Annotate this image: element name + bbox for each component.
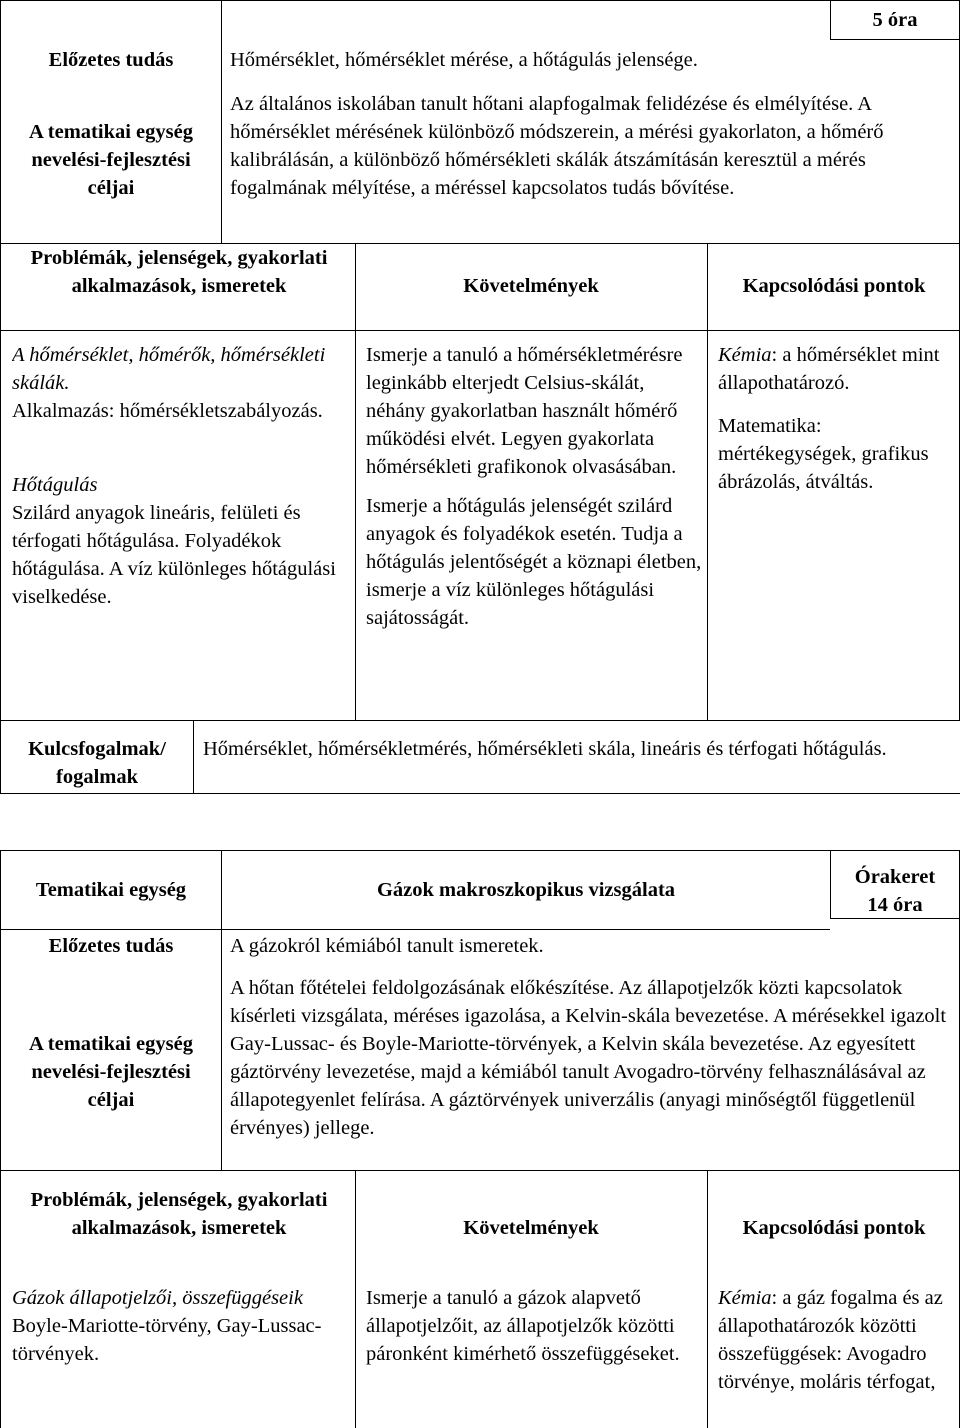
- problems-topic-gases: Gázok állapotjelzői, összefüggéseik: [12, 1287, 303, 1309]
- connections-cell: [718, 341, 954, 496]
- key-concepts-label: Kulcsfogalmak/ fogalmak: [28, 738, 166, 788]
- connections-cell: [718, 1284, 954, 1396]
- table-border: [0, 793, 960, 794]
- requirements-cell: [366, 1284, 702, 1368]
- goals-label: A tematikai egység nevelési-fejlesztési céljai: [29, 1033, 193, 1111]
- connection-text: : a gáz fogalma és az állapothatározók közötti összefüggések: Avogadro törvénye, moláris térfogat,: [718, 1287, 943, 1393]
- hours-value: 14 óra: [867, 894, 923, 916]
- key-concepts-text: Hőmérséklet, hőmérsékletmérés, hőmérsékleti skála, lineáris és térfogati hőtágulás.: [203, 738, 887, 760]
- problems-cell: [12, 341, 352, 611]
- table-border: [193, 720, 194, 794]
- requirement-1: Ismerje a tanuló a gázok alapvető állapotjelzőit, az állapotjelzők közötti páronként kimérhető összefüggéseket.: [366, 1287, 680, 1365]
- table-border: [221, 0, 222, 244]
- unit-title: Gázok makroszkopikus vizsgálata: [376, 879, 676, 901]
- table-border: [355, 243, 356, 721]
- table-border: [830, 850, 831, 919]
- table-border: [830, 0, 831, 40]
- hours-value: 5 óra: [872, 9, 918, 31]
- col-header-problems: Problémák, jelenségek, gyakorlati alkalmazások, ismeretek: [30, 1189, 328, 1239]
- table-border: [0, 850, 960, 851]
- col-header-problems: Problémák, jelenségek, gyakorlati alkalmazások, ismeretek: [30, 247, 328, 297]
- problems-cell: [12, 1284, 352, 1368]
- col-header-connections: Kapcsolódási pontok: [742, 275, 926, 297]
- prior-knowledge-text: A gázokról kémiából tanult ismeretek.: [230, 935, 544, 957]
- problems-topic-expansion: Hőtágulás: [12, 474, 98, 496]
- table-border: [0, 0, 1, 794]
- goals-text: Az általános iskolában tanult hőtani alapfogalmak felidézése és elmélyítése. A hőmérséklet mérésének különböző módszerein, a mérési gyakorlaton, a hőmérő kalibrálásán, a különböző hőmérsékleti skálák átszámításán keresztül a mérés fogalmának mélyítése, a méréssel kapcsolatos tudás bővítése.: [230, 93, 884, 199]
- prior-knowledge-label: Előzetes tudás: [48, 49, 174, 71]
- table-border: [0, 0, 960, 1]
- goals-text: A hőtan főtételei feldolgozásának előkészítése. Az állapotjelzők közti kapcsolatok kísérleti vizsgálata, méréses igazolása, a Kelvin-skála bevezetése. A mérésekkel igazolt Gay-Lussac- és Boyle-Mariotte-törvények, a Kelvin skála bevezetése. Az egyesített gáztörvény levezetése, majd a kémiából tanult Avogadro-törvény felhasználásával az állapotegyenlet felírása. A gáztörvények univerzális (anyagi minőségtől függetlenül érvényes) jellege.: [230, 977, 947, 1139]
- col-header-connections: Kapcsolódási pontok: [742, 1217, 926, 1239]
- prior-knowledge-label: Előzetes tudás: [48, 935, 174, 957]
- problems-application: Alkalmazás: hőmérsékletszabályozás.: [12, 400, 323, 422]
- table-border: [0, 720, 960, 721]
- connection-text: : a hőmérséklet mint állapothatározó.: [718, 344, 940, 394]
- connection-subject: Kémia: [718, 344, 772, 366]
- connection-chemistry: [718, 1284, 954, 1396]
- connection-math-text: mértékegységek, grafikus ábrázolás, átváltás.: [718, 443, 929, 493]
- table-border: [707, 243, 708, 721]
- unit-label: Tematikai egység: [35, 879, 187, 901]
- connection-chemistry: [718, 341, 954, 397]
- requirements-cell: [366, 341, 702, 632]
- table-border: [0, 330, 960, 331]
- problems-topic-temperature: A hőmérséklet, hőmérők, hőmérsékleti skálák.: [12, 344, 326, 394]
- connection-math-subject: Matematika:: [718, 415, 822, 437]
- table-border: [221, 850, 222, 1171]
- requirement-1: Ismerje a tanuló a hőmérsékletmérésre leginkább elterjedt Celsius-skálát, néhány gyakorlatban használt hőmérő működési elvét. Legyen gyakorlata hőmérsékleti grafikonok olvasásában.: [366, 344, 683, 478]
- table-border: [0, 929, 830, 930]
- table-border: [0, 850, 1, 1428]
- problems-expansion-text: Szilárd anyagok lineáris, felületi és térfogati hőtágulása. Folyadékok hőtágulása. A víz különleges hőtágulási viselkedése.: [12, 502, 336, 608]
- table-border: [0, 1170, 960, 1171]
- col-header-requirements: Követelmények: [463, 1217, 599, 1239]
- table-border: [830, 39, 960, 40]
- problems-gas-laws: Boyle-Mariotte-törvény, Gay-Lussac-törvények.: [12, 1315, 322, 1365]
- table-border: [707, 1170, 708, 1428]
- prior-knowledge-text: Hőmérséklet, hőmérséklet mérése, a hőtágulás jelensége.: [230, 49, 698, 71]
- hours-label: Órakeret: [854, 866, 936, 888]
- table-border: [355, 1170, 356, 1428]
- col-header-requirements: Követelmények: [463, 275, 599, 297]
- goals-label: A tematikai egység nevelési-fejlesztési céljai: [29, 121, 193, 199]
- requirement-2: Ismerje a hőtágulás jelenségét szilárd anyagok és folyadékok esetén. Tudja a hőtágulás jelentőségét a köznapi életben, ismerje a víz különleges hőtágulási sajátosságát.: [366, 495, 702, 629]
- connection-subject: Kémia: [718, 1287, 772, 1309]
